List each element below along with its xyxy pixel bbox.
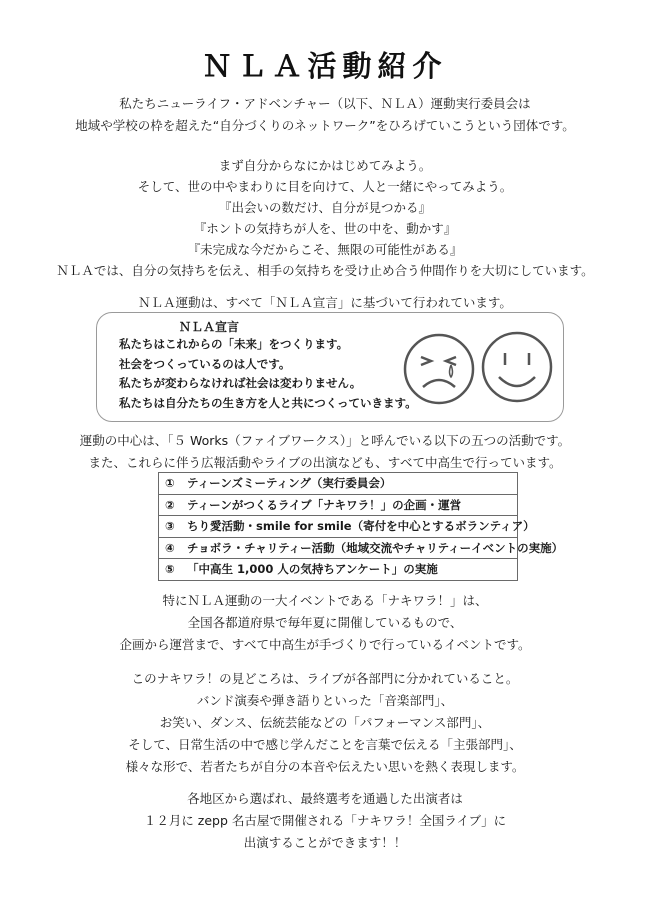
declaration-box <box>96 312 564 422</box>
philosophy-line: 『ホントの気持ちが人を、世の中を、動かす』 <box>193 221 457 236</box>
philosophy-line: ＮＬＡでは、自分の気持ちを伝え、相手の気持ちを受け止め合う仲間作りを大切にしています。 <box>56 263 594 278</box>
highlights-line: お笑い、ダンス、伝統芸能などの「パフォーマンス部門」、 <box>159 715 491 730</box>
declaration-lines <box>119 335 417 413</box>
list-item <box>159 516 535 538</box>
philosophy-line: 『未完成な今だからこそ、無限の可能性がある』 <box>187 242 463 257</box>
final-paragraph <box>0 788 650 854</box>
work-number: ② <box>165 497 175 512</box>
work-number: ③ <box>165 519 175 533</box>
work-label: ティーンがつくるライブ「ナキワラ！」の企画・運営 <box>187 497 462 512</box>
philosophy-line: 『出会いの数だけ、自分が見つかる』 <box>218 200 431 215</box>
declaration-line: 私たちはこれからの「未来」をつくります。 <box>119 337 349 351</box>
nakiwara-line: 全国各都道府県で毎年夏に開催しているもので、 <box>187 615 463 630</box>
sad-face-icon <box>405 335 473 403</box>
nakiwara-line: 企画から運営まで、すべて中高生が手づくりで行っているイベントです。 <box>119 637 531 652</box>
highlights-line: バンド演奏や弾き語りといった「音楽部門」、 <box>196 693 454 708</box>
list-item <box>159 538 564 560</box>
highlights-line: 様々な形で、若者たちが自分の本音や伝えたい思いを熱く表現します。 <box>125 759 525 774</box>
declaration-line: 私たちが変わらなければ社会は変わりません。 <box>119 376 362 390</box>
final-line: １２月に zepp 名古屋で開催される「ナキワラ！全国ライブ」に <box>143 813 507 828</box>
declaration-intro-line: ＮＬＡ運動は、すべて「ＮＬＡ宣言」に基づいて行われています。 <box>138 295 512 310</box>
works-intro-line: また、これらに伴う広報活動やライブの出演なども、すべて中高生で行っています。 <box>88 455 562 470</box>
five-works-list <box>158 472 564 581</box>
works-intro-paragraph <box>0 430 650 474</box>
work-label: ティーンズミーティング（実行委員会） <box>187 476 392 490</box>
work-label: ちり愛活動・smile for smile（寄付を中心とするボランティア） <box>187 519 535 533</box>
final-line: 各地区から選ばれ、最終選考を通過した出演者は <box>187 791 463 806</box>
philosophy-line: まず自分からなにかはじめてみよう。 <box>218 158 432 173</box>
highlights-paragraph <box>0 668 650 778</box>
list-item <box>159 473 517 495</box>
intro-paragraph <box>0 93 650 137</box>
faces-illustration <box>401 321 561 413</box>
work-label: チョボラ・チャリティー活動（地域交流やチャリティーイベントの実施） <box>187 540 564 555</box>
highlights-line: このナキワラ！の見どころは、ライブが各部門に分かれていること。 <box>131 671 519 686</box>
nakiwara-line: 特にＮＬＡ運動の一大イベントである「ナキワラ！」は、 <box>162 593 488 608</box>
nakiwara-paragraph <box>0 590 650 656</box>
philosophy-line: そして、世の中やまわりに目を向けて、人と一緒にやってみよう。 <box>137 179 513 194</box>
declaration-line: 社会をつくっているのは人です。 <box>119 356 291 371</box>
intro-line: 私たちニューライフ・アドベンチャー（以下、ＮＬＡ）運動実行委員会は <box>119 96 531 111</box>
work-label: 「中高生 1,000 人の気持ちアンケート」の実施 <box>187 562 438 576</box>
final-line: 出演することができます！！ <box>243 835 407 850</box>
declaration-title: ＮＬＡ宣言 <box>179 320 240 334</box>
page-title: ＮＬＡ活動紹介 <box>202 49 448 83</box>
work-number: ⑤ <box>165 562 175 576</box>
works-intro-line: 運動の中心は、「５ Works（ファイブワークス）」と呼んでいる以下の五つの活動です。 <box>79 433 571 448</box>
work-number: ④ <box>165 540 175 555</box>
list-item <box>159 495 517 517</box>
intro-line: 地域や学校の枠を超えた“自分づくりのネットワーク”をひろげていこうという団体です。 <box>75 118 575 133</box>
declaration-intro <box>0 292 650 314</box>
highlights-line: そして、日常生活の中で感じ学んだことを言葉で伝える「主張部門」、 <box>128 737 522 752</box>
philosophy-paragraph <box>0 155 650 281</box>
declaration-line: 私たちは自分たちの生き方を人と共につくっていきます。 <box>119 395 417 410</box>
work-number: ① <box>165 476 175 490</box>
list-item <box>159 559 517 580</box>
smiling-face-icon <box>483 333 551 401</box>
